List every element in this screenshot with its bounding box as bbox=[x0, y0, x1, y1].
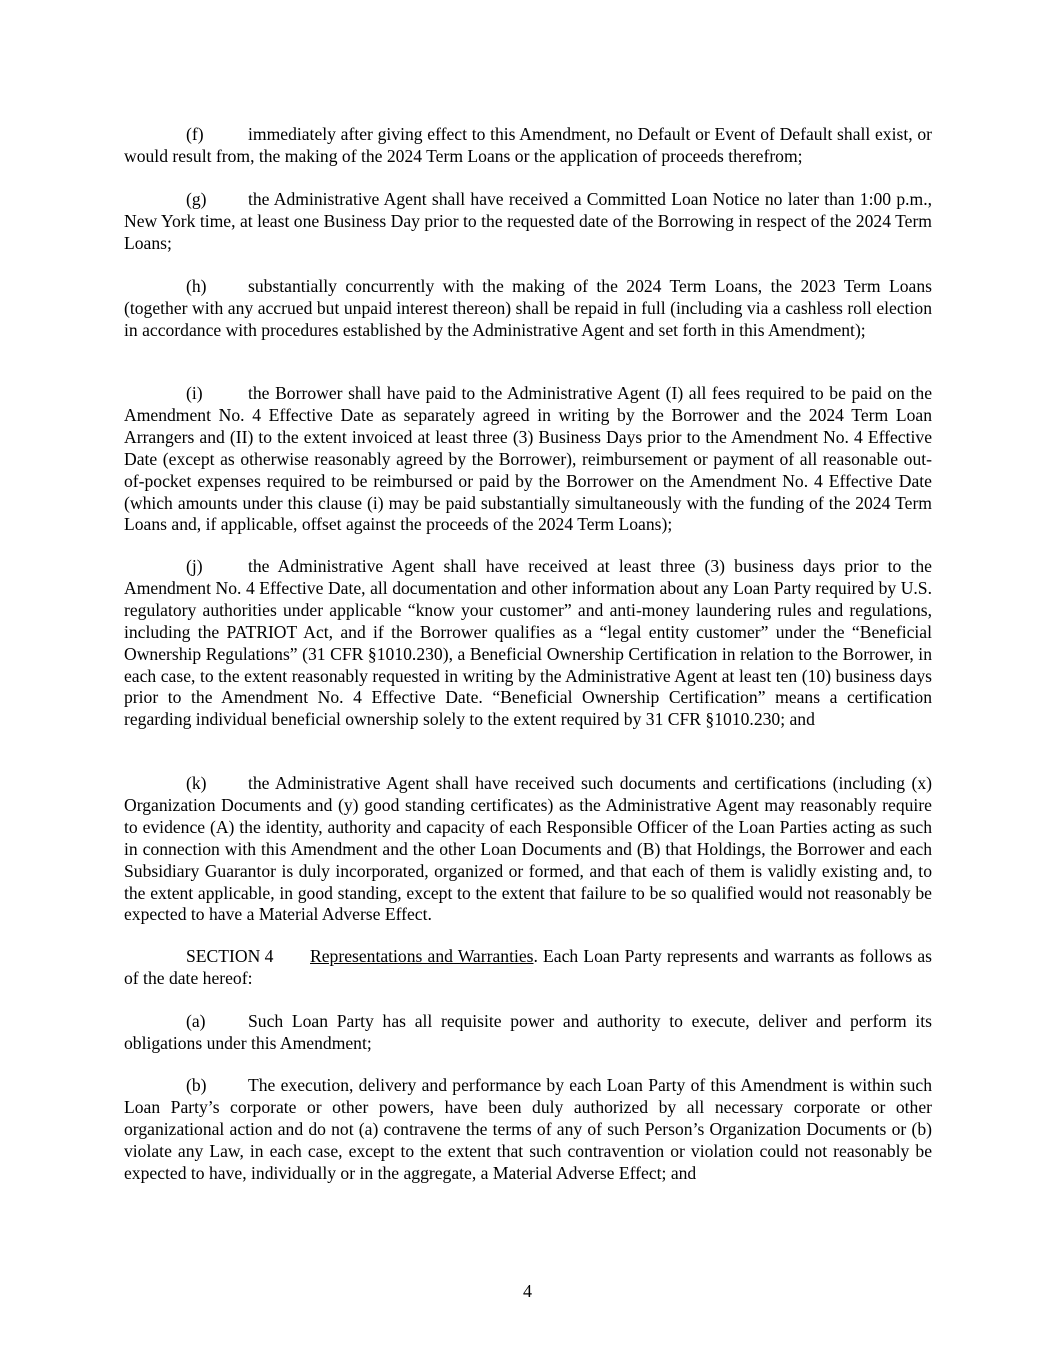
clause-label: (h) bbox=[186, 276, 207, 296]
clause-k bbox=[124, 773, 932, 926]
clause-label: (j) bbox=[186, 556, 203, 576]
clause-j bbox=[124, 556, 932, 731]
clause-text: substantially concurrently with the making of the 2024 Term Loans, the 2023 Term Loans (together with any accrued but unpaid interest thereon) shall be repaid in full (including via a cashless roll election in accordance with procedures established by the Administrative Agent and set forth in this Amendment); bbox=[124, 276, 932, 340]
clause-label: (k) bbox=[186, 773, 207, 793]
clause-g bbox=[124, 189, 932, 255]
clause-h bbox=[124, 276, 932, 342]
clause-a bbox=[124, 1011, 932, 1055]
clause-label: (i) bbox=[186, 383, 203, 403]
clause-label: (a) bbox=[186, 1011, 206, 1031]
clause-text: the Administrative Agent shall have received such documents and certifications (including (x) Organization Documents and (y) good standing certificates) as the Administrative Agent may reasonably require to evidence (A) the identity, authority and capacity of each Responsible Officer of the Loan Parties acting as such in connection with this Amendment and the other Loan Documents and (B) that Holdings, the Borrower and each Subsidiary Guarantor is duly incorporated, organized or formed, and that each of them is validly existing and, to the extent applicable, in good standing, except to the extent that failure to be so qualified would not reasonably be expected to have a Material Adverse Effect. bbox=[124, 773, 932, 925]
section-heading: Representations and Warranties bbox=[310, 946, 534, 966]
clause-i bbox=[124, 383, 932, 536]
page-number: 4 bbox=[523, 1281, 532, 1301]
clause-text: the Borrower shall have paid to the Administrative Agent (I) all fees required to be paid on the Amendment No. 4 Effective Date as separately agreed in writing by the Borrower and the 2024 Term Loan Arrangers and (II) to the extent invoiced at least three (3) Business Days prior to the Amendment No. 4 Effective Date (except as otherwise reasonably agreed by the Borrower), reimbursement or payment of all reasonable out-of-pocket expenses required to be reimbursed or paid by the Borrower on the Amendment No. 4 Effective Date (which amounts under this clause (i) may be paid substantially simultaneously with the funding of the 2024 Term Loans and, if applicable, offset against the proceeds of the 2024 Term Loans); bbox=[124, 383, 932, 535]
clause-text: Such Loan Party has all requisite power and authority to execute, deliver and perform its obligations under this Amendment; bbox=[124, 1011, 932, 1053]
section-number: SECTION 4 bbox=[186, 946, 274, 966]
clause-text: immediately after giving effect to this Amendment, no Default or Event of Default shall exist, or would result from, the making of the 2024 Term Loans or the application of proceeds therefrom; bbox=[124, 124, 932, 166]
clause-text: the Administrative Agent shall have received at least three (3) business days prior to the Amendment No. 4 Effective Date, all documentation and other information about any Loan Party required by U.S. regulatory authorities under applicable “know your customer” and anti-money laundering rules and regulations, including the PATRIOT Act, and if the Borrower qualifies as a “legal entity customer” under the “Beneficial Ownership Regulations” (31 CFR §1010.230), a Beneficial Ownership Certification in relation to the Borrower, in each case, to the extent reasonably requested in writing by the Administrative Agent at least ten (10) business days prior to the Amendment No. 4 Effective Date. “Beneficial Ownership Certification” means a certification regarding individual beneficial ownership solely to the extent required by 31 CFR §1010.230; and bbox=[124, 556, 932, 730]
clause-label: (b) bbox=[186, 1075, 207, 1095]
clause-b bbox=[124, 1075, 932, 1185]
clause-text: The execution, delivery and performance by each Loan Party of this Amendment is within such Loan Party’s corporate or other powers, have been duly authorized by all necessary corporate or other organizational action and do not (a) contravene the terms of any of such Person’s Organization Documents or (b) violate any Law, in each case, except to the extent that such contravention or violation could not reasonably be expected to have, individually or in the aggregate, a Material Adverse Effect; and bbox=[124, 1075, 932, 1183]
clause-label: (f) bbox=[186, 124, 204, 144]
clause-label: (g) bbox=[186, 189, 207, 209]
clause-f bbox=[124, 124, 932, 168]
clause-text: the Administrative Agent shall have received a Committed Loan Notice no later than 1:00 p.m., New York time, at least one Business Day prior to the requested date of the Borrowing in respect of the 2024 Term Loans; bbox=[124, 189, 932, 253]
section-text: . Each Loan Party represents and warrants as follows as of the date hereof: bbox=[124, 946, 932, 988]
section-4-intro bbox=[124, 946, 932, 990]
